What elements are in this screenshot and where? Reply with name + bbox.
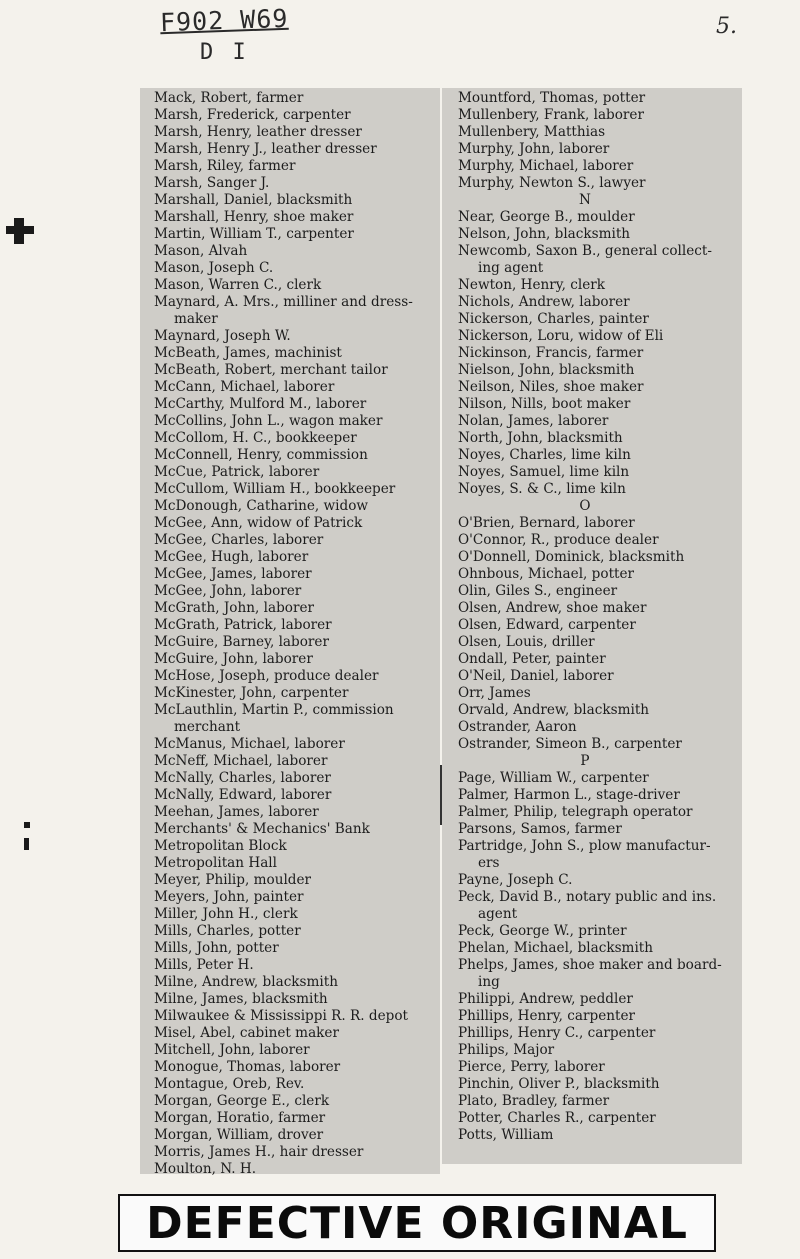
directory-entry: Mills, Peter H. [154,957,254,973]
directory-entry: Mountford, Thomas, potter [458,90,646,106]
directory-entry: Pierce, Perry, laborer [458,1059,605,1075]
directory-entry: O'Brien, Bernard, laborer [458,515,635,531]
directory-entry: Milne, Andrew, blacksmith [154,974,338,990]
directory-entry: McNeff, Michael, laborer [154,753,328,769]
directory-entry: Olsen, Edward, carpenter [458,617,636,633]
directory-entry: Phillips, Henry C., carpenter [458,1025,656,1041]
directory-entry: Neilson, Niles, shoe maker [458,379,644,395]
directory-entry: Meehan, James, laborer [154,804,319,820]
directory-entry-continuation: ing agent [478,260,544,276]
directory-entry: Mitchell, John, laborer [154,1042,310,1058]
directory-entry: Murphy, Michael, laborer [458,158,634,174]
directory-entry: Orr, James [458,685,531,701]
directory-entry: McBeath, James, machinist [154,345,342,361]
directory-entry: Maynard, A. Mrs., milliner and dress- [154,294,413,310]
directory-entry: Philips, Major [458,1042,555,1058]
directory-entry: Ostrander, Simeon B., carpenter [458,736,682,752]
directory-entry: Meyers, John, painter [154,889,304,905]
directory-entry: Miller, John H., clerk [154,906,298,922]
directory-entry-continuation: agent [478,906,518,922]
directory-entry: McGee, John, laborer [154,583,302,599]
directory-entry: Palmer, Harmon L., stage-driver [458,787,680,803]
directory-entry: Metropolitan Hall [154,855,277,871]
directory-entry: McNally, Charles, laborer [154,770,331,786]
page-number: 5. [716,14,737,39]
section-letter: O [579,498,591,514]
directory-entry: Partridge, John S., plow manufactur- [458,838,711,854]
directory-entry: Mullenbery, Matthias [458,124,606,140]
directory-entry: Orvald, Andrew, blacksmith [458,702,650,718]
directory-entry-continuation: merchant [174,719,241,735]
directory-entry: McCarthy, Mulford M., laborer [154,396,367,412]
directory-entry: McGrath, Patrick, laborer [154,617,332,633]
directory-entry: O'Donnell, Dominick, blacksmith [458,549,685,565]
directory-entry: Marsh, Henry J., leather dresser [154,141,377,157]
directory-entry: Morris, James H., hair dresser [154,1144,364,1160]
directory-entry: Nickerson, Loru, widow of Eli [458,328,664,344]
directory-entry: Plato, Bradley, farmer [458,1093,610,1109]
directory-entry: Marsh, Sanger J. [154,175,270,191]
directory-entry: Noyes, Charles, lime kiln [458,447,631,463]
directory-entry: Potts, William [458,1127,554,1143]
directory-entry: McCann, Michael, laborer [154,379,335,395]
directory-entry: Mills, John, potter [154,940,279,956]
directory-entry: Phelps, James, shoe maker and board- [458,957,722,973]
directory-entry: Philippi, Andrew, peddler [458,991,633,1007]
directory-entry: McCullom, William H., bookkeeper [154,481,396,497]
directory-entry: Nickinson, Francis, farmer [458,345,644,361]
directory-column-left [140,88,440,1177]
directory-entry: Montague, Oreb, Rev. [154,1076,305,1092]
directory-column-right [442,88,742,1164]
directory-entry: McKinester, John, carpenter [154,685,349,701]
directory-entry: Misel, Abel, cabinet maker [154,1025,339,1041]
section-letter: N [579,192,591,208]
directory-entry: McGuire, Barney, laborer [154,634,329,650]
directory-entry: O'Neil, Daniel, laborer [458,668,614,684]
margin-mark-dash [24,838,29,850]
directory-entry: Olin, Giles S., engineer [458,583,618,599]
directory-entry: Olsen, Andrew, shoe maker [458,600,647,616]
directory-entry: Phillips, Henry, carpenter [458,1008,636,1024]
directory-entry: McNally, Edward, laborer [154,787,332,803]
directory-entry: McLauthlin, Martin P., commission [154,702,394,718]
directory-entry: McGrath, John, laborer [154,600,315,616]
directory-entry: Mills, Charles, potter [154,923,301,939]
directory-entry: Nolan, James, laborer [458,413,609,429]
directory-entry: Maynard, Joseph W. [154,328,291,344]
directory-entry: Mullenbery, Frank, laborer [458,107,644,123]
directory-entry: Peck, George W., printer [458,923,627,939]
directory-entry: Milwaukee & Mississippi R. R. depot [154,1008,408,1024]
directory-entry: McCollom, H. C., bookkeeper [154,430,357,446]
directory-entry: Page, William W., carpenter [458,770,649,786]
directory-entry: McCollins, John L., wagon maker [154,413,383,429]
directory-entry: Marsh, Riley, farmer [154,158,296,174]
margin-mark-dot [24,822,30,828]
stamp-text: DEFECTIVE ORIGINAL [146,1197,688,1249]
directory-entry: McGee, Ann, widow of Patrick [154,515,363,531]
directory-entry: Potter, Charles R., carpenter [458,1110,656,1126]
directory-entry: McConnell, Henry, commission [154,447,368,463]
directory-entry: Murphy, Newton S., lawyer [458,175,646,191]
directory-entry: Palmer, Philip, telegraph operator [458,804,693,820]
directory-entry: Nielson, John, blacksmith [458,362,635,378]
directory-entry: Milne, James, blacksmith [154,991,328,1007]
directory-entry: McGee, James, laborer [154,566,312,582]
directory-entry: McGuire, John, laborer [154,651,313,667]
directory-entry: Nichols, Andrew, laborer [458,294,630,310]
directory-entry: Pinchin, Oliver P., blacksmith [458,1076,660,1092]
margin-mark-arrow-head [14,218,24,244]
directory-entry: Mason, Joseph C. [154,260,274,276]
directory-entry: McGee, Charles, laborer [154,532,324,548]
directory-entry: Murphy, John, laborer [458,141,610,157]
directory-entry: Olsen, Louis, driller [458,634,595,650]
directory-entry: Ondall, Peter, painter [458,651,606,667]
directory-entry: McCue, Patrick, laborer [154,464,320,480]
directory-entry: McDonough, Catharine, widow [154,498,369,514]
call-number-handwritten: F902 W69 [159,3,289,38]
directory-entry: Payne, Joseph C. [458,872,573,888]
directory-entry: Morgan, Horatio, farmer [154,1110,326,1126]
directory-entry: North, John, blacksmith [458,430,623,446]
directory-entry-continuation: ers [478,855,500,871]
directory-entry: Nickerson, Charles, painter [458,311,649,327]
directory-entry: Marshall, Henry, shoe maker [154,209,354,225]
directory-entry: Meyer, Philip, moulder [154,872,312,888]
column-divider-mark [440,765,442,825]
directory-entry: Noyes, Samuel, lime kiln [458,464,630,480]
directory-entry: Metropolitan Block [154,838,287,854]
directory-entry: Phelan, Michael, blacksmith [458,940,654,956]
directory-entry: Newton, Henry, clerk [458,277,606,293]
directory-entry: Marsh, Henry, leather dresser [154,124,362,140]
directory-entry: Marsh, Frederick, carpenter [154,107,351,123]
directory-entry: Noyes, S. & C., lime kiln [458,481,626,497]
directory-entry-continuation: maker [174,311,218,327]
call-number-sub-handwritten: D I [200,40,249,65]
directory-entry: Marshall, Daniel, blacksmith [154,192,353,208]
directory-entry: Mack, Robert, farmer [154,90,304,106]
directory-entry: O'Connor, R., produce dealer [458,532,659,548]
directory-entry: Ostrander, Aaron [458,719,577,735]
directory-entry: Morgan, George E., clerk [154,1093,330,1109]
directory-entry: McGee, Hugh, laborer [154,549,309,565]
directory-entry: Newcomb, Saxon B., general collect- [458,243,712,259]
directory-entry: Mason, Warren C., clerk [154,277,322,293]
directory-entry: Near, George B., moulder [458,209,635,225]
directory-entry: Morgan, William, drover [154,1127,324,1143]
directory-entry: Nilson, Nills, boot maker [458,396,631,412]
directory-entry: Monogue, Thomas, laborer [154,1059,341,1075]
directory-entry: Ohnbous, Michael, potter [458,566,635,582]
directory-entry: Nelson, John, blacksmith [458,226,631,242]
directory-entry: McManus, Michael, laborer [154,736,345,752]
directory-entry-continuation: ing [478,974,500,990]
section-letter: P [580,753,590,769]
directory-entry: Peck, David B., notary public and ins. [458,889,717,905]
directory-entry: Parsons, Samos, farmer [458,821,622,837]
directory-entry: McHose, Joseph, produce dealer [154,668,379,684]
directory-entry: Merchants' & Mechanics' Bank [154,821,370,837]
directory-entry: Martin, William T., carpenter [154,226,354,242]
defective-original-stamp [118,1194,716,1252]
directory-entry: McBeath, Robert, merchant tailor [154,362,388,378]
directory-entry: Moulton, N. H. [154,1161,257,1177]
directory-entry: Mason, Alvah [154,243,248,259]
